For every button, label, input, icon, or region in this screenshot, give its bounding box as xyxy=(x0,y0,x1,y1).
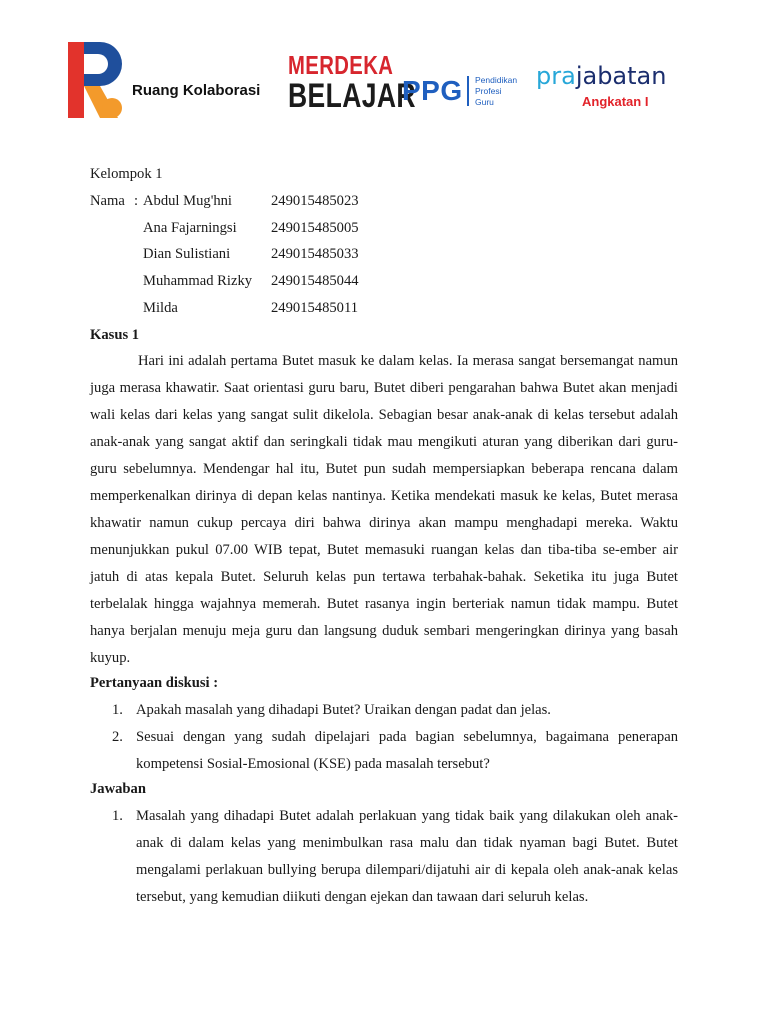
prajabatan-part-b: jabatan xyxy=(575,62,667,90)
question-text: Sesuai dengan yang sudah dipelajari pada bagian sebelumnya, bagaimana penerapan kompetensi Sosial-Emosional (KSE) pada masalah tersebut? xyxy=(136,729,678,772)
answer-number: 1. xyxy=(112,808,123,824)
member-nim: 249015485023 xyxy=(271,193,359,209)
member-nim: 249015485033 xyxy=(271,246,359,262)
ppg-sub-line: Guru xyxy=(475,97,494,107)
ruang-kolaborasi-label: Ruang Kolaborasi xyxy=(132,82,261,99)
nama-colon: : xyxy=(134,193,139,209)
member-name: Milda xyxy=(143,300,178,316)
ppg-sub-line: Pendidikan xyxy=(475,75,518,85)
nama-label: Nama xyxy=(90,193,125,209)
answers-title: Jawaban xyxy=(90,781,146,797)
question-number: 1. xyxy=(112,702,123,718)
group-title: Kelompok 1 xyxy=(90,166,163,182)
question-text: Apakah masalah yang dihadapi Butet? Uraikan dengan padat dan jelas. xyxy=(136,702,551,718)
question-number: 2. xyxy=(112,729,123,745)
questions-title: Pertanyaan diskusi : xyxy=(90,675,219,691)
belajar-text: BELAJAR xyxy=(288,77,416,115)
member-name: Abdul Mug'hni xyxy=(143,193,232,209)
ppg-subtitle xyxy=(475,75,517,108)
ppg-sub-line: Profesi xyxy=(475,86,502,96)
member-name: Ana Fajarningsi xyxy=(143,220,237,236)
case-title: Kasus 1 xyxy=(90,327,140,343)
member-nim: 249015485011 xyxy=(271,300,359,316)
page-header xyxy=(0,0,768,130)
prajabatan-part-a: pra xyxy=(536,62,576,90)
ppg-logo-text: PPG xyxy=(402,75,463,106)
case-paragraph: Hari ini adalah pertama Butet masuk ke dalam kelas. Ia merasa sangat bersemangat namun juga merasa khawatir. Saat orientasi guru baru, Butet diberi pengarahan bahwa Butet akan menjadi wali kelas dari kelas yang sangat sulit dikelola. Sebagian besar anak-anak di kelas tersebut adalah anak-anak yang sangat aktif dan seringkali tidak mau mengikuti aturan yang diberikan dari guru-guru sebelumnya. Mendengar hal itu, Butet pun sudah mempersiapkan beberapa rencana dalam memperkenalkan dirinya di depan kelas nantinya. Ketika mendekati masuk ke kelas, Butet merasa khawatir namun cukup percaya diri bahwa dirinya akan mampu menghadapi mereka. Waktu menunjukkan pukul 07.00 WIB tepat, Butet memasuki ruangan kelas dan tiba-tiba se-ember air jatuh di atas kepala Butet. Seluruh kelas pun tertawa terbahak-bahak. Seketika itu juga Butet terbelalak hingga wajahnya memerah. Butet rasanya ingin berteriak namun tidak mampu. Butet hanya berjalan menuju meja guru dan langsung duduk sembari mengeringkan dirinya yang basah kuyup. xyxy=(90,353,678,666)
angkatan-label: Angkatan I xyxy=(582,94,649,109)
prajabatan-logo xyxy=(536,64,666,88)
merdeka-text: MERDEKA xyxy=(288,50,394,80)
member-nim: 249015485044 xyxy=(271,273,359,289)
member-name: Muhammad Rizky xyxy=(143,273,253,289)
answer-text: Masalah yang dihadapi Butet adalah perlakuan yang tidak baik yang dilakukan oleh anak-anak di dalam kelas yang menimbulkan rasa malu dan tidak nyaman bagi Butet. Butet mengalami perlakuan bullying berupa dilempari/dijatuhi air di kepala oleh anak-anak kelas tersebut, yang kemudian diikuti dengan ejekan dan tawaan dari seluruh kelas. xyxy=(136,808,678,905)
member-nim: 249015485005 xyxy=(271,220,359,236)
ruang-kolaborasi-logo-icon xyxy=(66,40,126,120)
member-name: Dian Sulistiani xyxy=(143,246,231,262)
ppg-divider xyxy=(467,76,469,106)
